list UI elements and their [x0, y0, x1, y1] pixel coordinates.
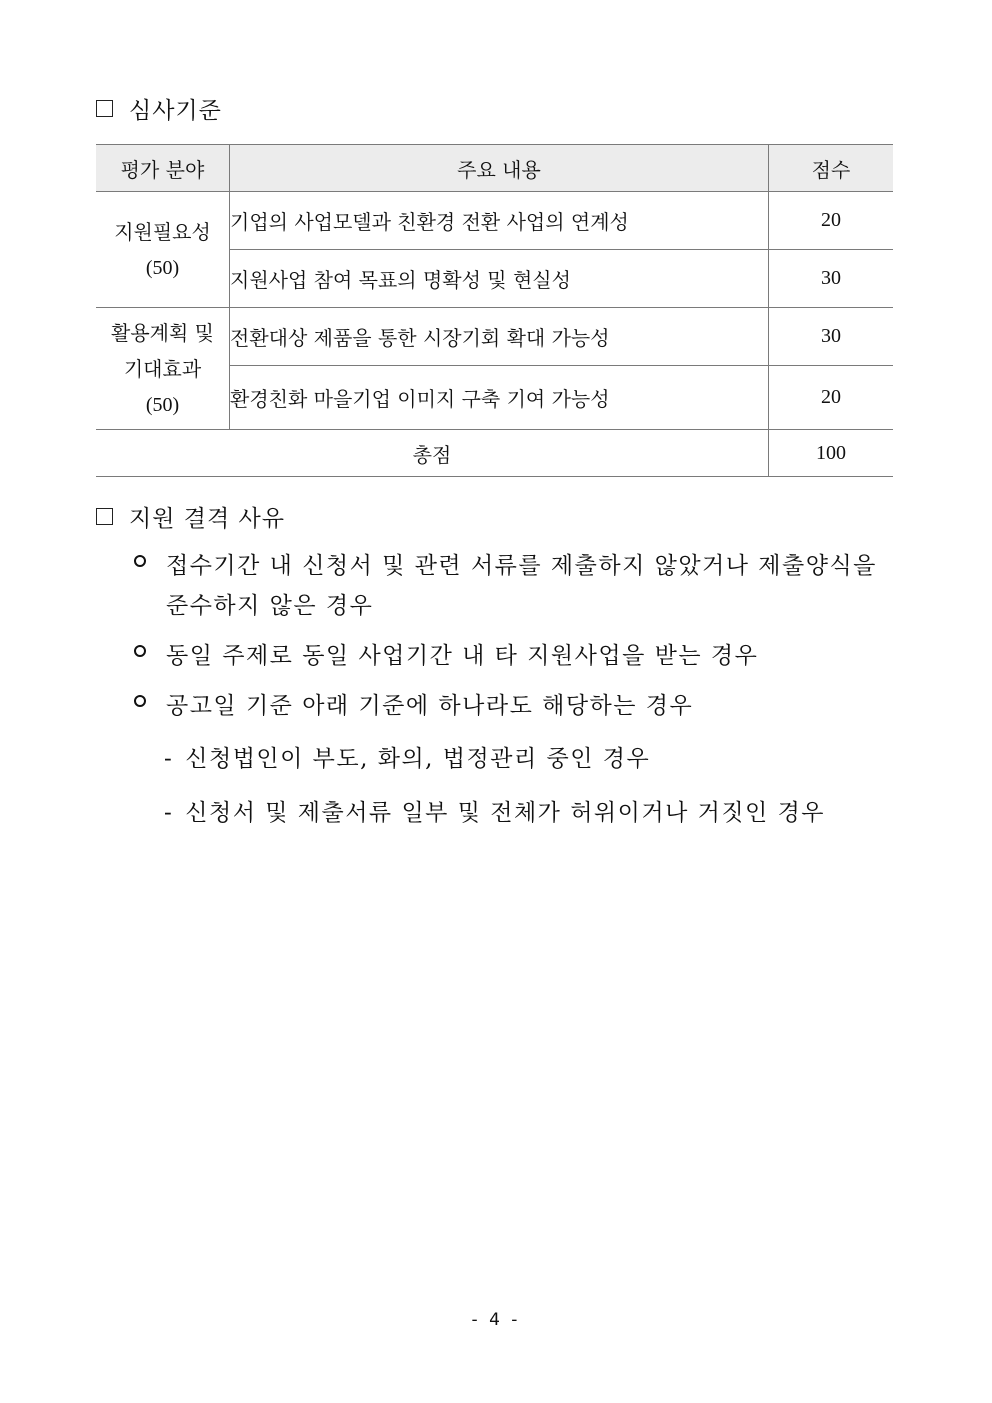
field-line: (50)	[145, 393, 180, 416]
page-number: - 4 -	[471, 1310, 521, 1330]
dash-marker: -	[164, 746, 174, 772]
list-item	[134, 636, 904, 676]
content-cell: 전환대상 제품을 통한 시장기회 확대 가능성	[230, 308, 769, 366]
header-content: 주요 내용	[230, 145, 769, 192]
score-cell: 30	[769, 250, 894, 308]
criteria-section-heading	[96, 92, 222, 125]
bullet-text: 접수기간 내 신청서 및 관련 서류를 제출하지 않았거나 제출양식을 준수하지 않은 경우	[166, 553, 877, 619]
header-score: 점수	[769, 145, 894, 192]
table-row	[96, 308, 893, 366]
table-header-row	[96, 145, 893, 192]
field-cell-utilization	[96, 308, 230, 430]
circle-bullet-icon	[134, 645, 146, 657]
field-line: 지원필요성	[114, 219, 211, 244]
content-cell: 환경친화 마을기업 이미지 구축 기여 가능성	[230, 366, 769, 430]
field-cell-necessity	[96, 192, 230, 308]
score-cell: 20	[769, 366, 894, 430]
list-item	[134, 546, 904, 626]
table-total-row	[96, 430, 893, 477]
sub-list-item	[164, 794, 825, 827]
score-cell: 20	[769, 192, 894, 250]
field-line: 활용계획 및	[111, 320, 214, 345]
total-score: 100	[769, 430, 894, 477]
sub-item-text: 신청서 및 제출서류 일부 및 전체가 허위이거나 거짓인 경우	[185, 800, 826, 826]
field-line: (50)	[145, 256, 180, 279]
bullet-text: 공고일 기준 아래 기준에 하나라도 해당하는 경우	[166, 693, 694, 719]
circle-bullet-icon	[134, 555, 146, 567]
bullet-text: 동일 주제로 동일 사업기간 내 타 지원사업을 받는 경우	[166, 643, 759, 669]
table-row	[96, 192, 893, 250]
criteria-section-title: 심사기준	[129, 98, 222, 124]
disqualification-section-heading	[96, 500, 285, 533]
checkbox-icon	[96, 508, 113, 525]
sub-list-item	[164, 740, 650, 773]
sub-item-text: 신청법인이 부도, 화의, 법정관리 중인 경우	[185, 746, 651, 772]
disqualification-section-title: 지원 결격 사유	[129, 506, 285, 532]
checkbox-icon	[96, 100, 113, 117]
content-cell: 지원사업 참여 목표의 명확성 및 현실성	[230, 250, 769, 308]
circle-bullet-icon	[134, 695, 146, 707]
content-cell: 기업의 사업모델과 친환경 전환 사업의 연계성	[230, 192, 769, 250]
list-item	[134, 686, 904, 726]
criteria-table	[96, 144, 893, 477]
header-field: 평가 분야	[96, 145, 230, 192]
total-label: 총점	[96, 430, 769, 477]
field-line: 기대효과	[123, 356, 202, 381]
score-cell: 30	[769, 308, 894, 366]
dash-marker: -	[164, 800, 174, 826]
